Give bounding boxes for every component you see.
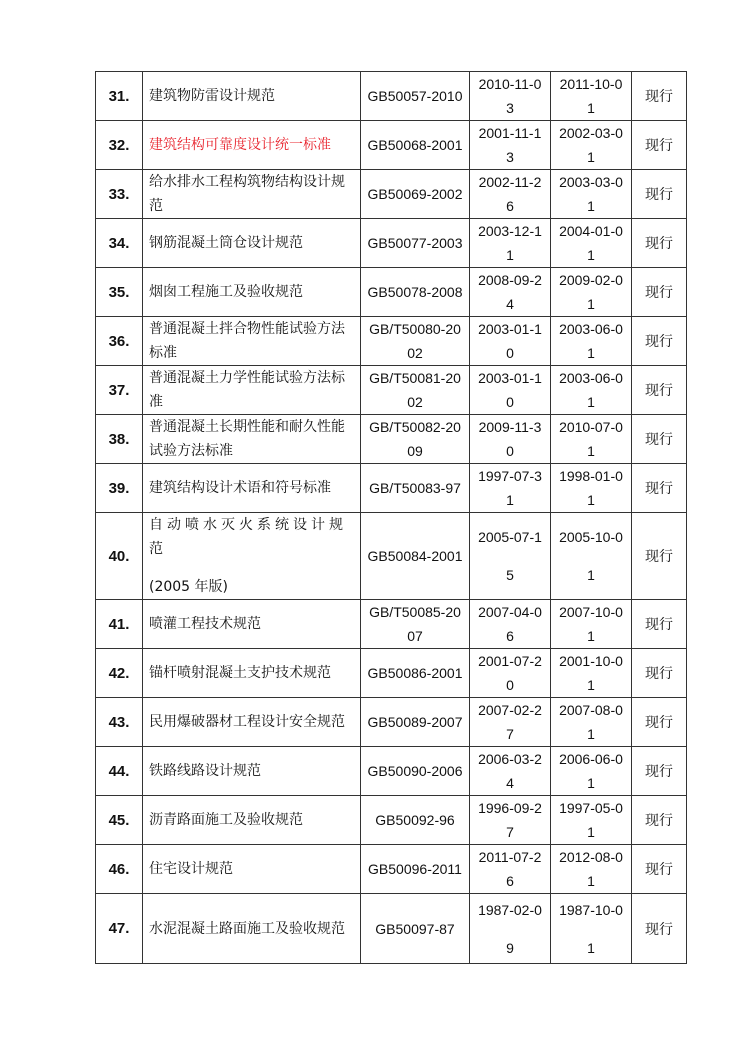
status-label [632,600,687,649]
row-number-line: 44. [108,762,130,780]
issue-date [470,366,551,415]
status-label-line: 现行 [645,549,673,565]
row-number-line: 42. [108,664,130,682]
issue-date-line: 2006-03-2 [478,751,542,767]
issue-date-line: 2002-11-2 [478,174,542,190]
standard-code [361,317,470,366]
table-row [96,170,687,219]
issue-date-line: 1996-09-2 [478,800,542,816]
effective-date [551,845,632,894]
effective-date-line: 1 [587,345,595,361]
table-row [96,464,687,513]
row-number-line: 37. [108,381,130,399]
issue-date-line: 0 [506,345,514,361]
standard-name-line: 住宅设计规范 [149,861,233,877]
status-label-line: 现行 [645,666,673,682]
status-label [632,894,687,964]
row-number-line: 32. [108,136,130,154]
row-number-line: 38. [108,430,130,448]
standard-name-line: 普通混凝土拌合物性能试验方法标准 [149,321,345,361]
standard-name-line: 水泥混凝土路面施工及验收规范 [149,920,345,937]
effective-date-line: 2011-10-0 [559,76,623,92]
effective-date [551,698,632,747]
effective-date-line: 2007-10-0 [559,604,623,620]
row-number [96,698,143,747]
issue-date-line: 2001-07-2 [478,653,542,669]
effective-date-line: 2007-08-0 [559,702,623,718]
status-label [632,649,687,698]
table-row [96,513,687,600]
standard-name [143,121,361,170]
effective-date [551,464,632,513]
standard-code-line: GB/T50083-97 [369,480,461,496]
status-label [632,415,687,464]
status-label-line: 现行 [645,138,673,154]
standard-name [143,600,361,649]
standards-table [95,71,687,964]
standard-code-line: 07 [407,628,423,644]
status-label [632,72,687,121]
standard-name [143,649,361,698]
issue-date-line: 2001-11-1 [478,125,542,141]
effective-date [551,121,632,170]
issue-date-line: 2009-11-3 [478,419,542,435]
table-row [96,415,687,464]
standard-code [361,366,470,415]
issue-date-line: 5 [506,567,514,583]
effective-date-line: 1 [587,443,595,459]
row-number [96,170,143,219]
issue-date-line: 2003-01-1 [478,321,542,337]
status-label-line: 现行 [645,285,673,301]
issue-date [470,464,551,513]
standard-name-line: 建筑物防雷设计规范 [149,88,275,104]
table-row [96,219,687,268]
effective-date [551,72,632,121]
issue-date-line: 1997-07-3 [478,468,542,484]
effective-date [551,513,632,600]
row-number [96,894,143,964]
row-number-line: 36. [108,332,130,350]
row-number [96,219,143,268]
table-row [96,747,687,796]
standard-name-line: 铁路线路设计规范 [149,763,261,779]
issue-date-line: 2003-01-1 [478,370,542,386]
effective-date-line: 1 [587,628,595,644]
standard-code-line: GB50097-87 [375,920,455,937]
effective-date-line: 1 [587,492,595,508]
table-row [96,366,687,415]
standard-code [361,894,470,964]
standard-code-line: GB50084-2001 [367,548,463,564]
issue-date [470,415,551,464]
table-row [96,121,687,170]
standard-code [361,649,470,698]
standard-name [143,366,361,415]
effective-date-line: 1 [587,198,595,214]
table-row [96,600,687,649]
effective-date [551,219,632,268]
effective-date-line: 2005-10-0 [559,529,623,545]
status-label [632,268,687,317]
effective-date [551,268,632,317]
effective-date-line: 1997-05-0 [559,800,623,816]
row-number [96,513,143,600]
standard-name [143,415,361,464]
standard-code-line: GB50057-2010 [367,88,463,104]
row-number [96,317,143,366]
status-label-line: 现行 [645,383,673,399]
issue-date [470,317,551,366]
status-label [632,698,687,747]
status-label [632,747,687,796]
issue-date [470,219,551,268]
standard-code-line: GB50068-2001 [367,137,463,153]
row-number-line: 43. [108,713,130,731]
effective-date-line: 1 [587,567,595,583]
effective-date-line: 1 [587,873,595,889]
effective-date-line: 2010-07-0 [559,419,623,435]
table-row [96,698,687,747]
status-label [632,317,687,366]
issue-date [470,894,551,964]
standard-code-line: GB50086-2001 [367,665,463,681]
effective-date [551,600,632,649]
status-label [632,513,687,600]
effective-date-line: 1 [587,149,595,165]
effective-date [551,170,632,219]
row-number [96,649,143,698]
standard-name-line: 给水排水工程构筑物结构设计规范 [149,174,345,214]
row-number-line: 34. [108,234,130,252]
standard-name-line: 沥青路面施工及验收规范 [149,812,303,828]
issue-date-line: 2007-04-0 [478,604,542,620]
issue-date [470,845,551,894]
standard-name-line: 民用爆破器材工程设计安全规范 [149,714,345,730]
effective-date-line: 2003-03-0 [559,174,623,190]
issue-date-line: 2008-09-2 [478,272,542,288]
row-number [96,268,143,317]
standard-code [361,845,470,894]
issue-date [470,698,551,747]
row-number-line: 45. [108,811,130,829]
effective-date [551,649,632,698]
status-label-line: 现行 [645,89,673,105]
issue-date [470,649,551,698]
row-number-line: 41. [108,615,130,633]
standard-code [361,747,470,796]
standard-code-line: 02 [407,394,423,410]
standards-table-body [96,72,687,964]
standard-code-line: 09 [407,443,423,459]
status-label-line: 现行 [645,813,673,829]
issue-date [470,513,551,600]
issue-date [470,747,551,796]
standard-name-line: 普通混凝土长期性能和耐久性能试验方法标准 [149,419,345,459]
issue-date [470,796,551,845]
row-number [96,366,143,415]
effective-date-line: 2003-06-0 [559,321,623,337]
row-number [96,600,143,649]
standard-name-line: 自动喷水灭火系统设计规范 [149,517,347,557]
row-number [96,415,143,464]
standard-code-line: GB50089-2007 [367,714,463,730]
issue-date-line: 3 [506,149,514,165]
effective-date [551,796,632,845]
issue-date-line: 1 [506,492,514,508]
standard-code-line: GB50077-2003 [367,235,463,251]
issue-date-line: 3 [506,100,514,116]
effective-date-line: 1 [587,100,595,116]
status-label-line: 现行 [645,862,673,878]
status-label [632,170,687,219]
effective-date-line: 1 [587,775,595,791]
standard-code [361,415,470,464]
standard-name-line: 建筑结构可靠度设计统一标准 [149,137,331,153]
standard-code [361,170,470,219]
standard-code-line: GB50092-96 [375,812,455,828]
row-number [96,121,143,170]
status-label-line: 现行 [645,764,673,780]
standard-name [143,796,361,845]
issue-date-line: 0 [506,394,514,410]
standard-code-line: GB/T50081-20 [369,370,461,386]
status-label-line: 现行 [645,617,673,633]
effective-date-line: 1 [587,939,595,956]
standard-code [361,698,470,747]
standard-name [143,317,361,366]
effective-date-line: 1998-01-0 [559,468,623,484]
standard-name [143,268,361,317]
effective-date-line: 2002-03-0 [559,125,623,141]
status-label-line: 现行 [645,432,673,448]
row-number [96,72,143,121]
row-number-line: 46. [108,860,130,878]
standard-name [143,464,361,513]
row-number [96,747,143,796]
status-label [632,219,687,268]
effective-date [551,747,632,796]
issue-date [470,268,551,317]
issue-date-line: 4 [506,775,514,791]
effective-date-line: 1 [587,677,595,693]
standard-name [143,747,361,796]
standard-code-line: GB/T50080-20 [369,321,461,337]
effective-date-line: 2006-06-0 [559,751,623,767]
status-label [632,796,687,845]
issue-date [470,121,551,170]
standard-name [143,698,361,747]
standard-name-line: 烟囱工程施工及验收规范 [149,284,303,300]
status-label-line: 现行 [645,921,673,938]
row-number-line: 35. [108,283,130,301]
effective-date-line: 1 [587,394,595,410]
issue-date-line: 2010-11-0 [478,76,542,92]
standard-code [361,72,470,121]
status-label-line: 现行 [645,481,673,497]
effective-date [551,415,632,464]
issue-date-line: 7 [506,726,514,742]
issue-date-line: 6 [506,873,514,889]
table-row [96,845,687,894]
issue-date-line: 6 [506,628,514,644]
status-label [632,845,687,894]
issue-date-line: 2003-12-1 [478,223,542,239]
issue-date-line: 1 [506,247,514,263]
standard-code-line: GB50090-2006 [367,763,463,779]
issue-date-line: 2007-02-2 [478,702,542,718]
row-number-line: 33. [108,185,130,203]
effective-date-line: 2004-01-0 [559,223,623,239]
effective-date [551,317,632,366]
standard-code-line: GB50069-2002 [367,186,463,202]
status-label [632,464,687,513]
issue-date-line: 1987-02-0 [478,901,542,918]
standard-code-line: 02 [407,345,423,361]
effective-date-line: 2012-08-0 [559,849,623,865]
status-label-line: 现行 [645,715,673,731]
row-number-line: 47. [108,920,130,937]
effective-date-line: 2009-02-0 [559,272,623,288]
table-row [96,894,687,964]
issue-date-line: 7 [506,824,514,840]
issue-date-line: 6 [506,198,514,214]
table-row [96,72,687,121]
standard-name-line: (2005 年版) [149,579,229,595]
standard-code [361,796,470,845]
effective-date-line: 2001-10-0 [559,653,623,669]
table-row [96,317,687,366]
issue-date-line: 4 [506,296,514,312]
standard-name-line: 建筑结构设计术语和符号标准 [149,480,331,496]
standard-name [143,894,361,964]
row-number-line: 31. [108,87,130,105]
status-label [632,366,687,415]
issue-date [470,600,551,649]
issue-date [470,170,551,219]
issue-date-line: 0 [506,677,514,693]
effective-date-line: 1987-10-0 [559,901,623,918]
status-label-line: 现行 [645,334,673,350]
standard-name [143,219,361,268]
status-label-line: 现行 [645,236,673,252]
effective-date-line: 1 [587,726,595,742]
standard-code [361,268,470,317]
effective-date-line: 1 [587,247,595,263]
standard-name-line: 喷灌工程技术规范 [149,616,261,632]
issue-date-line: 9 [506,939,514,956]
issue-date [470,72,551,121]
effective-date [551,894,632,964]
effective-date-line: 2003-06-0 [559,370,623,386]
table-row [96,268,687,317]
table-row [96,649,687,698]
issue-date-line: 2005-07-1 [478,529,542,545]
standard-code [361,600,470,649]
standard-name-line: 钢筋混凝土筒仓设计规范 [149,235,303,251]
standard-code-line: GB/T50082-20 [369,419,461,435]
standard-code-line: GB50078-2008 [367,284,463,300]
row-number [96,464,143,513]
standard-code [361,464,470,513]
table-row [96,796,687,845]
standard-code [361,121,470,170]
status-label [632,121,687,170]
issue-date-line: 2011-07-2 [478,849,542,865]
issue-date-line: 0 [506,443,514,459]
standard-code-line: GB50096-2011 [368,861,462,877]
row-number-line: 40. [108,547,130,565]
row-number-line: 39. [108,479,130,497]
effective-date-line: 1 [587,824,595,840]
standard-name [143,72,361,121]
row-number [96,845,143,894]
standard-code-line: GB/T50085-20 [369,604,461,620]
standard-name-line: 普通混凝土力学性能试验方法标准 [149,370,345,410]
effective-date-line: 1 [587,296,595,312]
standard-name [143,170,361,219]
standard-name [143,513,361,600]
standard-code [361,219,470,268]
effective-date [551,366,632,415]
row-number [96,796,143,845]
standard-name-line: 锚杆喷射混凝土支护技术规范 [149,665,331,681]
standard-code [361,513,470,600]
status-label-line: 现行 [645,187,673,203]
standard-name [143,845,361,894]
